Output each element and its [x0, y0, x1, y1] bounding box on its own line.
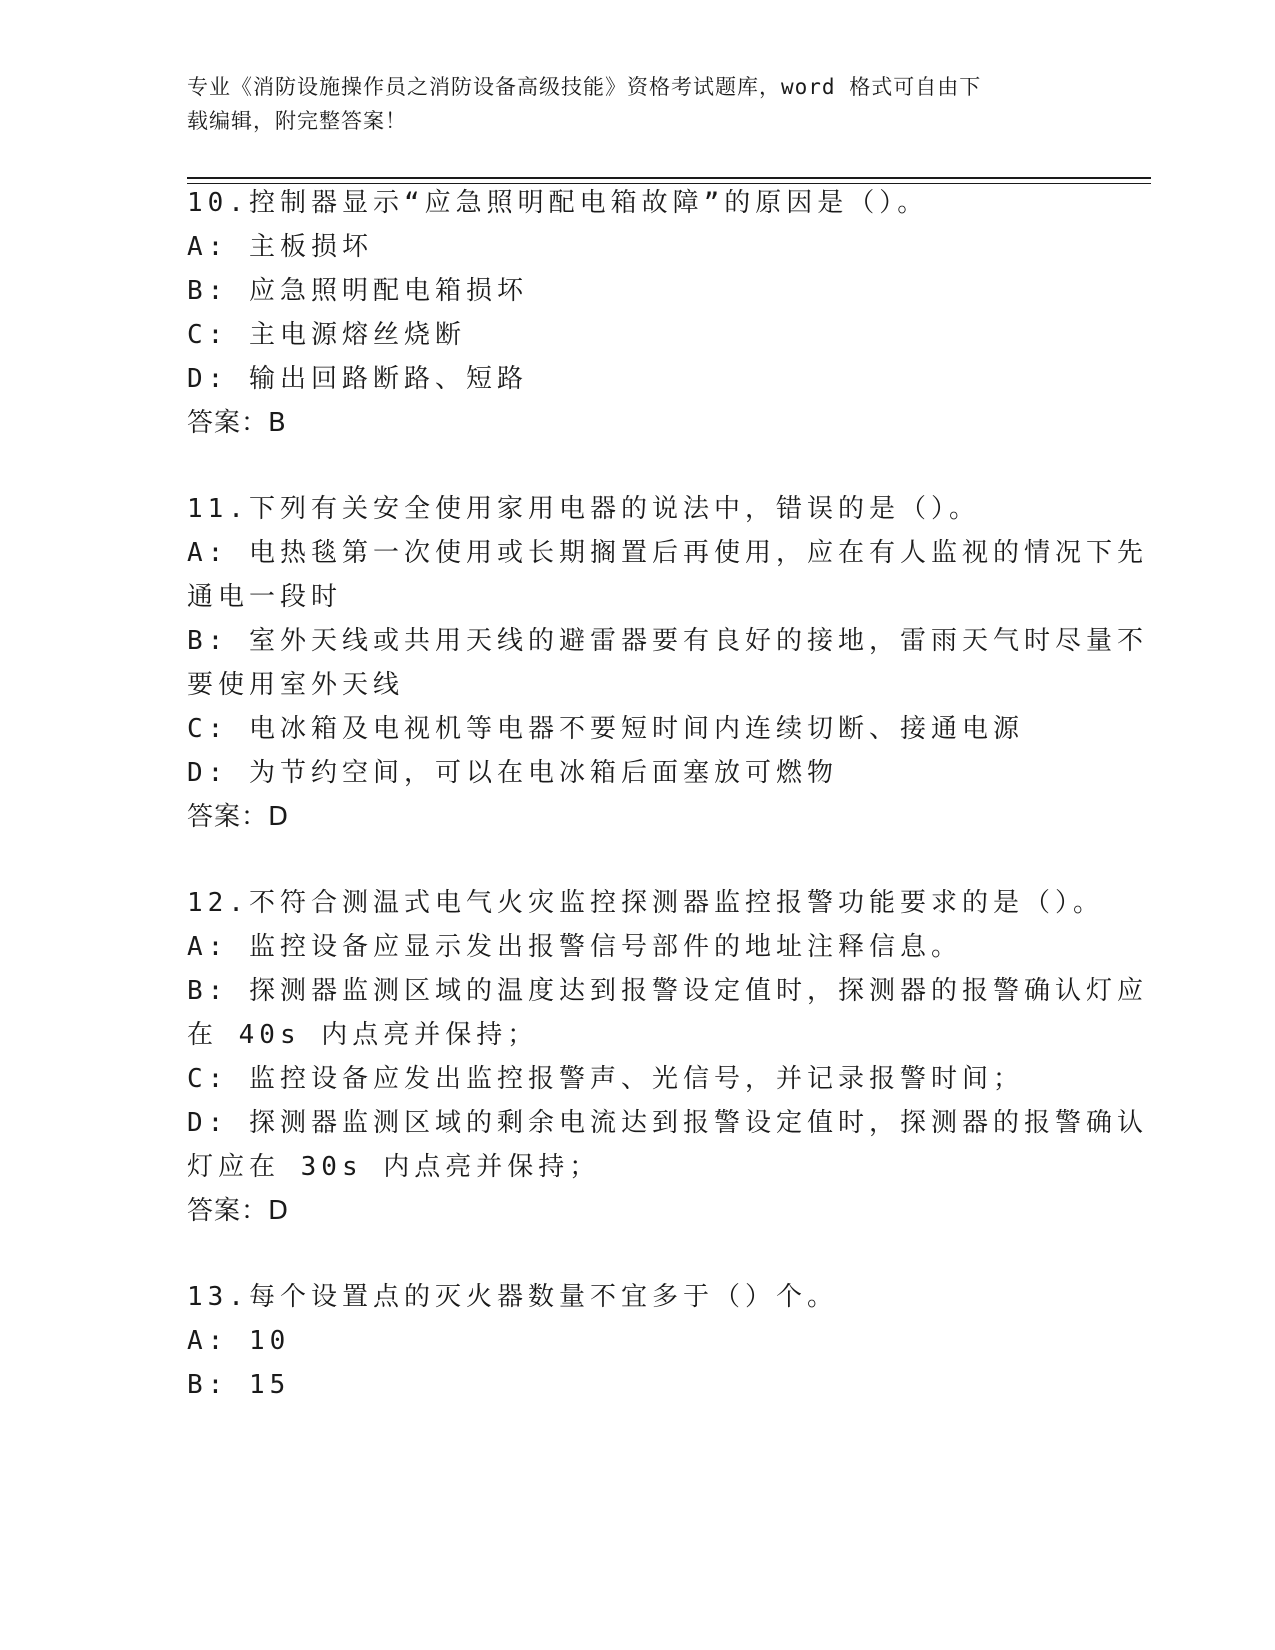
question-13-option-a: A: 10 [187, 1326, 291, 1356]
question-12-option-b-cont: 在 40s 内点亮并保持； [187, 1020, 539, 1050]
question-10-option-d: D: 输出回路断路、短路 [187, 364, 528, 394]
question-11-option-b-cont: 要使用室外天线 [187, 670, 405, 700]
question-10-option-a: A: 主板损坏 [187, 232, 373, 262]
question-12-option-c: C: 监控设备应发出监控报警声、光信号，并记录报警时间； [187, 1064, 1024, 1094]
question-12-option-d: D: 探测器监测区域的剩余电流达到报警设定值时，探测器的报警确认 [187, 1108, 1148, 1138]
question-11-option-a: A: 电热毯第一次使用或长期搁置后再使用，应在有人监视的情况下先 [187, 538, 1148, 568]
header-line-1: 专业《消防设施操作员之消防设备高级技能》资格考试题库，word 格式可自由下 [187, 75, 982, 99]
question-12-answer: 答案：D [187, 1196, 290, 1226]
question-10-stem: 10.控制器显示“应急照明配电箱故障”的原因是（）。 [187, 188, 929, 218]
question-11-option-a-cont: 通电一段时 [187, 582, 343, 612]
question-10-answer: 答案：B [187, 408, 287, 438]
question-11-answer: 答案：D [187, 802, 290, 832]
question-13-stem: 13.每个设置点的灭火器数量不宜多于（）个。 [187, 1282, 838, 1312]
document-header [187, 70, 1067, 138]
header-line-2: 载编辑，附完整答案！ [187, 109, 407, 133]
question-11-stem: 11.下列有关安全使用家用电器的说法中，错误的是（）。 [187, 494, 980, 524]
question-12-option-d-cont: 灯应在 30s 内点亮并保持； [187, 1152, 601, 1182]
header-divider-thin [187, 183, 1151, 184]
question-12-stem: 12.不符合测温式电气火灾监控探测器监控报警功能要求的是（）。 [187, 888, 1104, 918]
question-12-option-b: B: 探测器监测区域的温度达到报警设定值时，探测器的报警确认灯应 [187, 976, 1148, 1006]
question-11-option-c: C: 电冰箱及电视机等电器不要短时间内连续切断、接通电源 [187, 714, 1024, 744]
question-13-option-b: B: 15 [187, 1370, 291, 1400]
question-10-option-b: B: 应急照明配电箱损坏 [187, 276, 528, 306]
header-divider-thick [187, 177, 1151, 179]
question-10-option-c: C: 主电源熔丝烧断 [187, 320, 466, 350]
question-11-option-b: B: 室外天线或共用天线的避雷器要有良好的接地，雷雨天气时尽量不 [187, 626, 1148, 656]
question-12-option-a: A: 监控设备应显示发出报警信号部件的地址注释信息。 [187, 932, 962, 962]
question-11-option-d: D: 为节约空间，可以在电冰箱后面塞放可燃物 [187, 758, 838, 788]
